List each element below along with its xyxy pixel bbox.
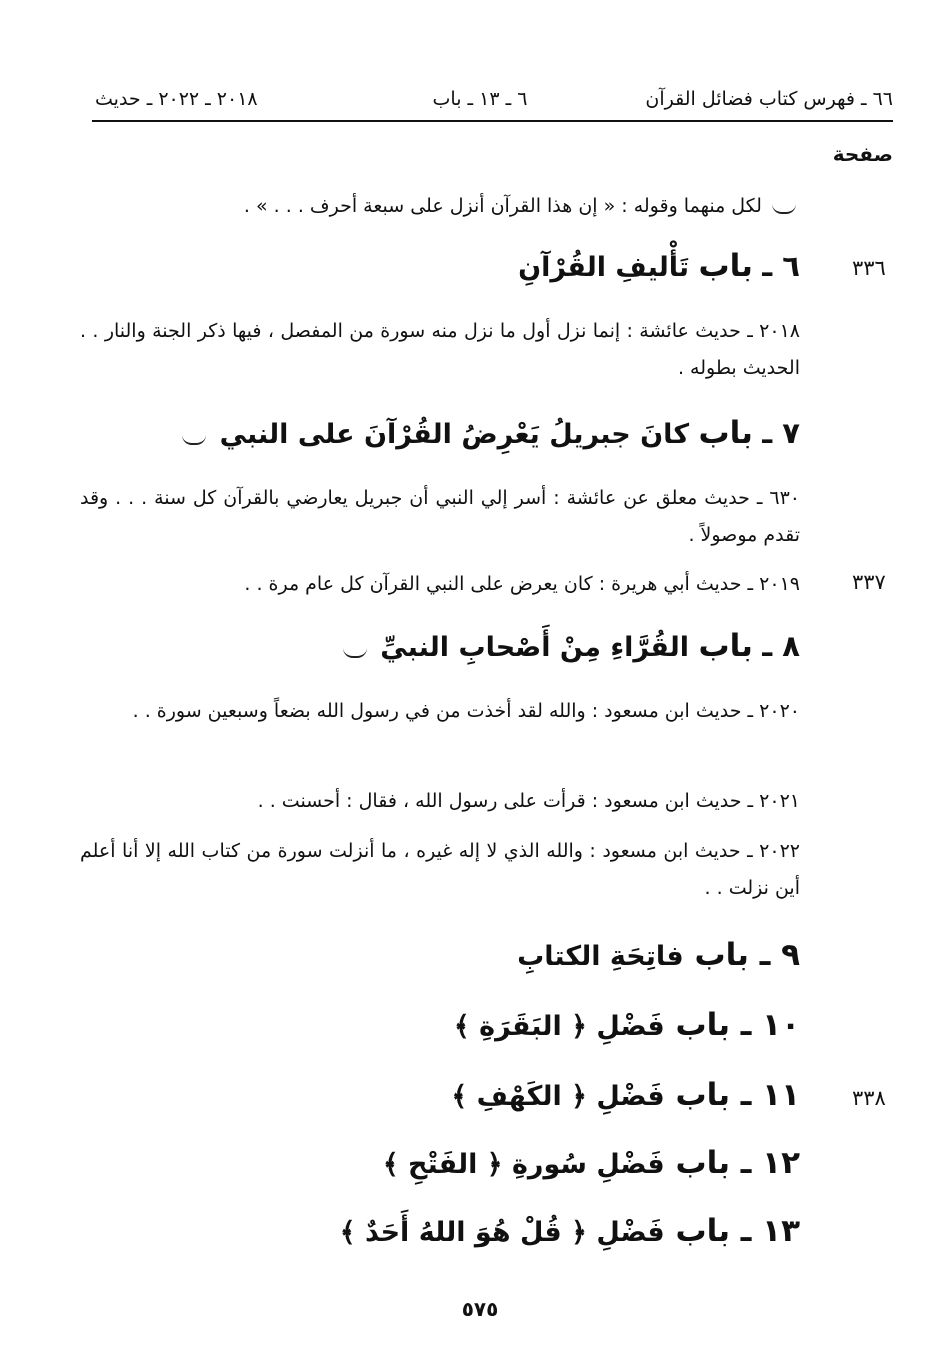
chapter-heading-10: ١٠ ـ باب فَضْلِ ﴿ البَقَرَةِ ﴾ <box>453 1007 800 1043</box>
salutation-icon <box>182 425 206 445</box>
hadith-2018: ٢٠١٨ ـ حديث عائشة : إنما نزل أول ما نزل منه سورة من المفصل ، فيها ذكر الجنة والنار . . الحديث بطوله . <box>80 320 800 379</box>
page-footer-number: ٥٧٥ <box>461 1297 499 1321</box>
hadith-2021: ٢٠٢١ ـ حديث ابن مسعود : قرأت على رسول الله ، فقال : أحسنت . . <box>257 790 800 812</box>
hadith-2020: ٢٠٢٠ ـ حديث ابن مسعود : والله لقد أخذت من في رسول الله بضعاً وسبعين سورة . . <box>132 700 800 722</box>
page-number-336: ٣٣٦ <box>852 256 886 280</box>
chapter-heading-12: ١٢ ـ باب فَضْلِ سُورةِ ﴿ الفَتْحِ ﴾ <box>382 1145 800 1181</box>
chapter-heading-7: ٧ ـ باب كانَ جبريلُ يَعْرِضُ القُرْآنَ على النبي <box>178 415 800 451</box>
hadith-2019: ٢٠١٩ ـ حديث أبي هريرة : كان يعرض على النبي القرآن كل عام مرة . . <box>244 573 800 595</box>
page-number-337: ٣٣٧ <box>852 570 886 594</box>
chapter-heading-9: ٩ ـ باب فاتِحَةِ الكتابِ <box>517 937 800 973</box>
chapter-heading-13: ١٣ ـ باب فَضْلِ ﴿ قُلْ هُوَ اللهُ أَحَدٌ ﴾ <box>339 1213 800 1249</box>
running-header-range: ٦ ـ ١٣ ـ باب <box>432 88 528 110</box>
page-column-label: صفحة <box>832 142 893 166</box>
salutation-icon <box>772 194 796 214</box>
chapter-heading-6: ٦ ـ باب تَأْليفِ القُرْآنِ <box>518 248 800 284</box>
page-number-338: ٣٣٨ <box>852 1086 886 1110</box>
salutation-icon <box>343 638 367 658</box>
hadith-630: ٦٣٠ ـ حديث معلق عن عائشة : أسر إلي النبي أن جبريل يعارضي بالقرآن كل سنة . . . وقد تقدم موصولاً . <box>80 487 800 546</box>
hadith-2022: ٢٠٢٢ ـ حديث ابن مسعود : والله الذي لا إله غيره ، ما أنزلت سورة من كتاب الله إلا أنا أعلم أين نزلت . . <box>80 840 800 899</box>
running-header-title: ٦٦ ـ فهرس كتاب فضائل القرآن <box>645 88 893 110</box>
chapter-heading-11: ١١ ـ باب فَضْلِ ﴿ الكَهْفِ ﴾ <box>451 1077 800 1113</box>
running-header-hadith-range: ٢٠١٨ ـ ٢٠٢٢ ـ حديث <box>95 88 258 110</box>
continuation-line: لكل منهما وقوله : « إن هذا القرآن أنزل على سبعة أحرف . . . » . <box>120 188 800 225</box>
chapter-heading-8: ٨ ـ باب القُرَّاءِ مِنْ أَصْحابِ النبيِّ <box>339 628 800 664</box>
header-rule <box>92 120 893 122</box>
